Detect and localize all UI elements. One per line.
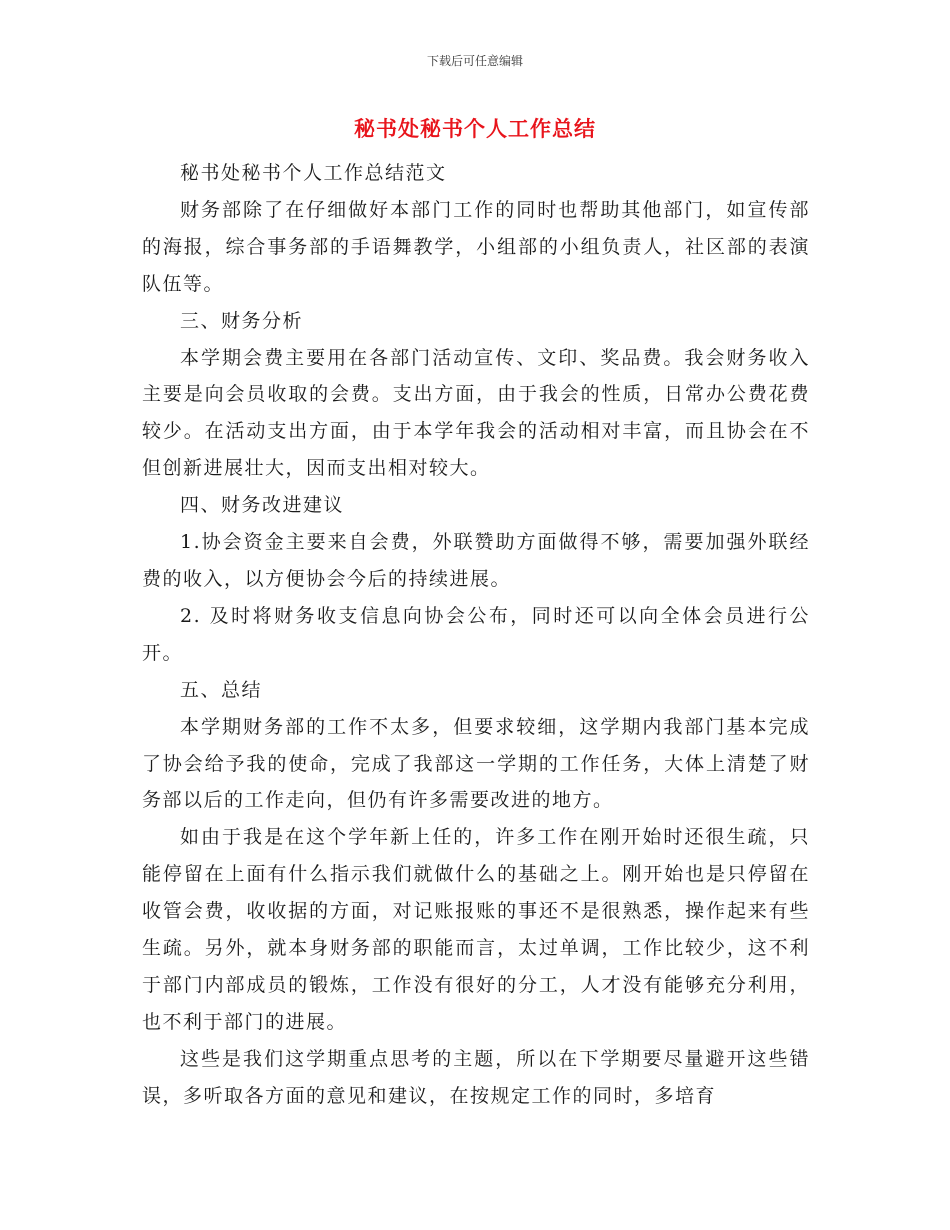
paragraph: 如由于我是在这个学年新上任的，许多工作在刚开始时还很生疏，只能停留在上面有什么指示我们就做什么的基础之上。刚开始也是只停留在收管会费，收收据的方面，对记账报账的事还不是很熟悉，操作起来有些生疏。另外，就本身财务部的职能而言，太过单调，工作比较少，这不利于部门内部成员的锻炼，工作没有很好的分工，人才没有能够充分利用，也不利于部门的进展。 — [142, 826, 810, 1033]
section-heading: 四、财务改进建议 — [180, 494, 345, 517]
section-heading: 三、财务分析 — [180, 309, 304, 332]
paragraph: 财务部除了在仔细做好本部门工作的同时也帮助其他部门，如宣传部的海报，综合事务部的手语舞教学，小组部的小组负责人，社区部的表演队伍等。 — [142, 198, 810, 295]
document-title: 秘书处秘书个人工作总结 — [354, 116, 596, 141]
paragraph: 本学期财务部的工作不太多，但要求较细，这学期内我部门基本完成了协会给予我的使命，完成了我部这一学期的工作任务，大体上清楚了财务部以后的工作走向，但仍有许多需要改进的地方。 — [142, 715, 810, 812]
document-body — [142, 155, 810, 1115]
list-item: 2. 及时将财务收支信息向协会公布，同时还可以向全体会员进行公开。 — [142, 604, 810, 664]
paragraph: 这些是我们这学期重点思考的主题，所以在下学期要尽量避开这些错误，多听取各方面的意见和建议，在按规定工作的同时，多培育 — [142, 1047, 810, 1107]
paragraph: 本学期会费主要用在各部门活动宣传、文印、奖品费。我会财务收入主要是向会员收取的会费。支出方面，由于我会的性质，日常办公费花费较少。在活动支出方面，由于本学年我会的活动相对丰富，而且协会在不但创新进展壮大，因而支出相对较大。 — [142, 346, 810, 480]
list-item: 1.协会资金主要来自会费，外联赞助方面做得不够，需要加强外联经费的收入，以方便协会今后的持续进展。 — [142, 531, 810, 590]
paragraph-subtitle: 秘书处秘书个人工作总结范文 — [180, 162, 447, 184]
section-heading: 五、总结 — [180, 678, 263, 701]
header-note: 下载后可任意编辑 — [426, 54, 523, 68]
